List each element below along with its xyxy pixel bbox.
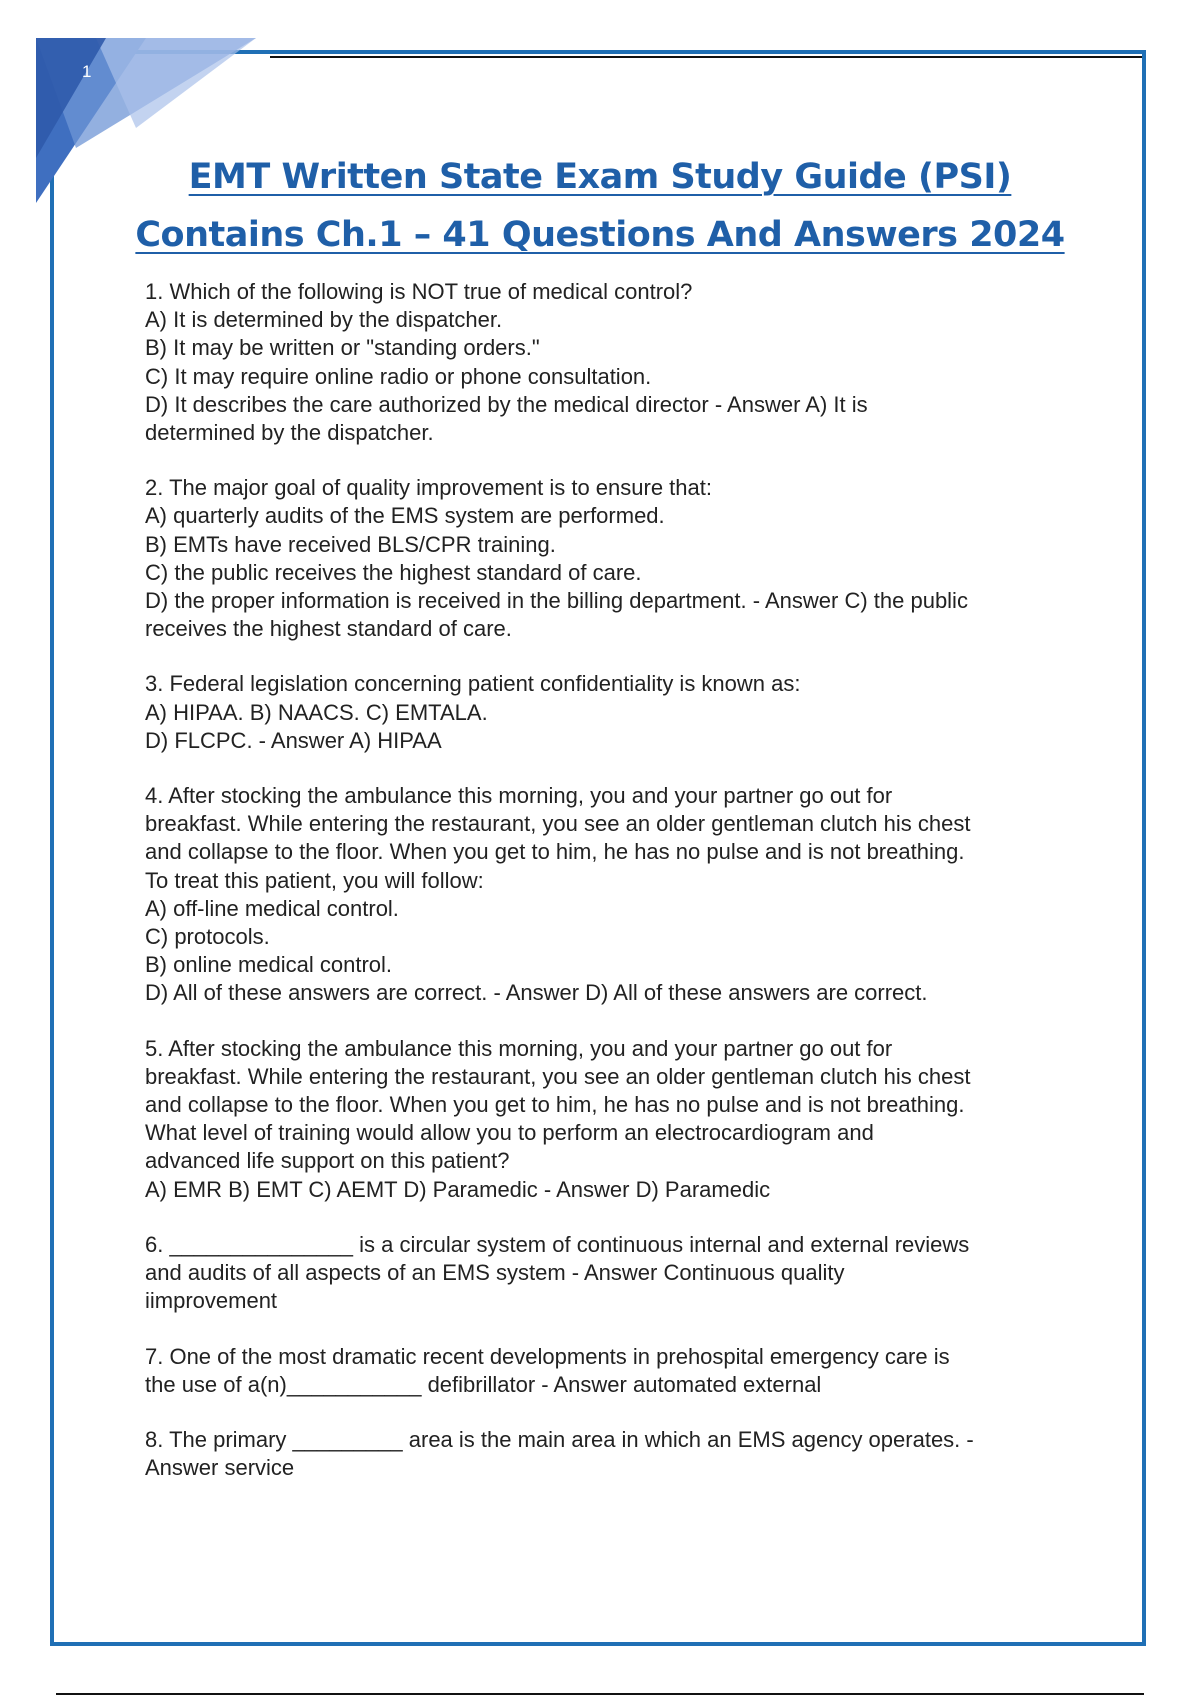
footer-rule: [56, 1693, 1144, 1695]
text-line: breakfast. While entering the restaurant, you see an older gentleman clutch his chest: [145, 1063, 971, 1089]
text-line: iimprovement: [145, 1288, 278, 1314]
text-line: To treat this patient, you will follow:: [145, 867, 484, 893]
text-line: A) quarterly audits of the EMS system are performed.: [145, 503, 665, 529]
title-line-2: Contains Ch.1 – 41 Questions And Answers 2024: [135, 215, 1065, 255]
text-line: 2. The major goal of quality improvement is to ensure that:: [145, 475, 712, 501]
document-title: [80, 148, 1120, 264]
question-7: [145, 1343, 1065, 1399]
text-line: the use of a(n)___________ defibrillator - Answer automated external: [145, 1371, 822, 1397]
text-line: D) the proper information is received in the billing department. - Answer C) the public: [145, 588, 968, 614]
text-line: and collapse to the floor. When you get to him, he has no pulse and is not breathing.: [145, 1092, 965, 1118]
text-line: A) HIPAA. B) NAACS. C) EMTALA.: [145, 699, 488, 725]
text-line: C) It may require online radio or phone consultation.: [145, 363, 652, 389]
question-2: [145, 474, 1065, 643]
header-rule: [270, 56, 1142, 58]
text-line: A) off-line medical control.: [145, 895, 399, 921]
text-line: C) protocols.: [145, 924, 270, 950]
question-4: [145, 782, 1065, 1008]
text-line: D) FLCPC. - Answer A) HIPAA: [145, 727, 442, 753]
text-line: determined by the dispatcher.: [145, 420, 434, 446]
text-line: A) EMR B) EMT C) AEMT D) Paramedic - Answer D) Paramedic: [145, 1176, 771, 1202]
text-line: 6. _______________ is a circular system of continuous internal and external reviews: [145, 1231, 970, 1257]
text-line: Answer service: [145, 1455, 295, 1481]
text-line: and collapse to the floor. When you get to him, he has no pulse and is not breathing.: [145, 839, 965, 865]
text-line: receives the highest standard of care.: [145, 616, 512, 642]
text-line: 5. After stocking the ambulance this morning, you and your partner go out for: [145, 1035, 893, 1061]
question-8: [145, 1426, 1065, 1482]
questions-list: [145, 278, 1065, 1509]
text-line: A) It is determined by the dispatcher.: [145, 307, 503, 333]
text-line: B) EMTs have received BLS/CPR training.: [145, 531, 556, 557]
text-line: 4. After stocking the ambulance this morning, you and your partner go out for: [145, 783, 893, 809]
text-line: advanced life support on this patient?: [145, 1148, 510, 1174]
text-line: 7. One of the most dramatic recent developments in prehospital emergency care is: [145, 1343, 950, 1369]
text-line: 3. Federal legislation concerning patient confidentiality is known as:: [145, 671, 801, 697]
text-line: B) online medical control.: [145, 952, 393, 978]
text-line: breakfast. While entering the restaurant, you see an older gentleman clutch his chest: [145, 811, 971, 837]
question-1: [145, 278, 1065, 447]
text-line: C) the public receives the highest standard of care.: [145, 559, 642, 585]
text-line: 1. Which of the following is NOT true of medical control?: [145, 279, 693, 304]
text-line: and audits of all aspects of an EMS system - Answer Continuous quality: [145, 1260, 845, 1286]
question-3: [145, 670, 1065, 755]
question-6: [145, 1231, 1065, 1316]
text-line: D) All of these answers are correct. - Answer D) All of these answers are correct.: [145, 980, 928, 1006]
text-line: D) It describes the care authorized by the medical director - Answer A) It is: [145, 391, 868, 417]
text-line: What level of training would allow you to perform an electrocardiogram and: [145, 1120, 874, 1146]
page-number: 1: [82, 62, 92, 81]
text-line: 8. The primary _________ area is the main area in which an EMS agency operates. -: [145, 1426, 974, 1452]
text-line: B) It may be written or "standing orders.": [145, 335, 540, 361]
question-5: [145, 1035, 1065, 1204]
title-line-1: EMT Written State Exam Study Guide (PSI): [188, 157, 1012, 197]
